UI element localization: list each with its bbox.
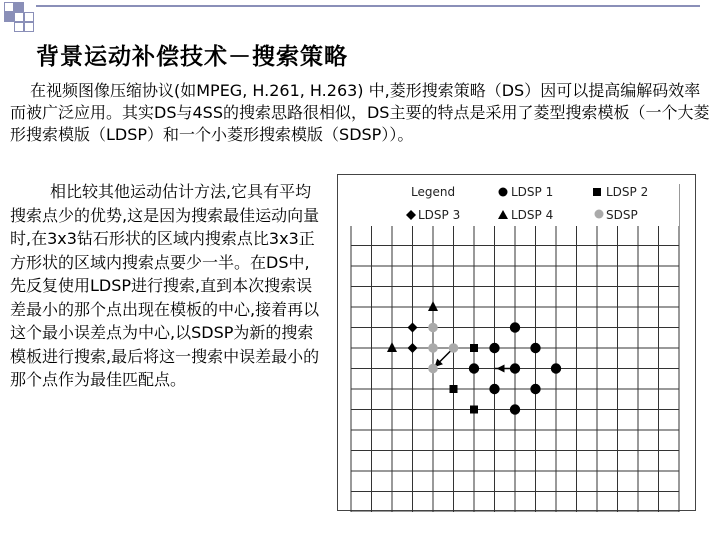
search-grid [351, 184, 679, 512]
deco-square [24, 12, 34, 22]
sdsp-point [428, 323, 438, 333]
legend-title: Legend [411, 185, 456, 199]
ldsp1-point [489, 343, 499, 353]
ldsp1-point [469, 363, 479, 373]
deco-square [14, 22, 24, 32]
ldsp2-legend-marker [593, 188, 601, 196]
ldsp2-point [470, 344, 478, 352]
paragraph-detail-text: 相比较其他运动估计方法,它具有平均搜索点少的优势,这是因为搜索最佳运动向量时,在3x3钻石形状的区域内搜索点比3x3正方形状的区域内搜索点要少一半。在DS中,先反复使用LDSP进行搜索,直到本次搜索误差最小的那个点出现在模板的中心,接着再以这个最小误差点为中心,以SDSP为新的搜索模板进行搜索,最后将这一搜索中误差最小的那个点作为最佳匹配点。 [10, 182, 320, 389]
ldsp1-legend-marker [499, 188, 508, 197]
search-grid-svg [338, 175, 697, 512]
ldsp4-point [428, 301, 438, 311]
slide-title: 背景运动补偿技术－搜索策略 [36, 44, 348, 70]
legend-ldsp2: LDSP 2 [606, 185, 649, 199]
ldsp4-point [387, 342, 397, 352]
deco-square [4, 2, 14, 12]
ldsp1-point [530, 343, 540, 353]
ldsp3-point [408, 323, 418, 333]
legend-sdsp: SDSP [606, 208, 638, 222]
sdsp-point [428, 364, 438, 374]
paragraph-intro [10, 80, 710, 146]
header-rule [36, 5, 700, 7]
ldsp1-point [489, 384, 499, 394]
legend-ldsp4: LDSP 4 [511, 208, 554, 222]
ldsp2-point [450, 385, 458, 393]
ldsp3-point [408, 343, 418, 353]
ldsp2-point [470, 406, 478, 414]
search-arrowhead [497, 365, 505, 373]
ldsp1-point [510, 322, 520, 332]
deco-square [14, 12, 24, 22]
deco-square [4, 12, 14, 22]
legend-ldsp1: LDSP 1 [511, 185, 554, 199]
ldsp1-point [510, 404, 520, 414]
ldsp1-point [551, 363, 561, 373]
deco-square [14, 2, 24, 12]
ldsp1-point [510, 363, 520, 373]
ldsp1-point [530, 384, 540, 394]
paragraph-intro-text: 在视频图像压缩协议(如MPEG, H.261, H.263) 中,菱形搜索策略（DS）因可以提高编解码效率而被广泛应用。其实DS与4SS的搜索思路很相似，DS主要的特点是采用了菱型搜索模板（一个大菱形搜索模版（LDSP）和一个小菱形搜索模版（SDSP））。 [10, 81, 710, 144]
paragraph-detail [10, 180, 320, 392]
sdsp-point [449, 343, 459, 353]
deco-square [24, 22, 34, 32]
sdsp-point [428, 343, 438, 353]
diamond-search-figure [337, 174, 696, 511]
sdsp-legend-marker [595, 210, 604, 219]
legend-ldsp3: LDSP 3 [418, 208, 461, 222]
